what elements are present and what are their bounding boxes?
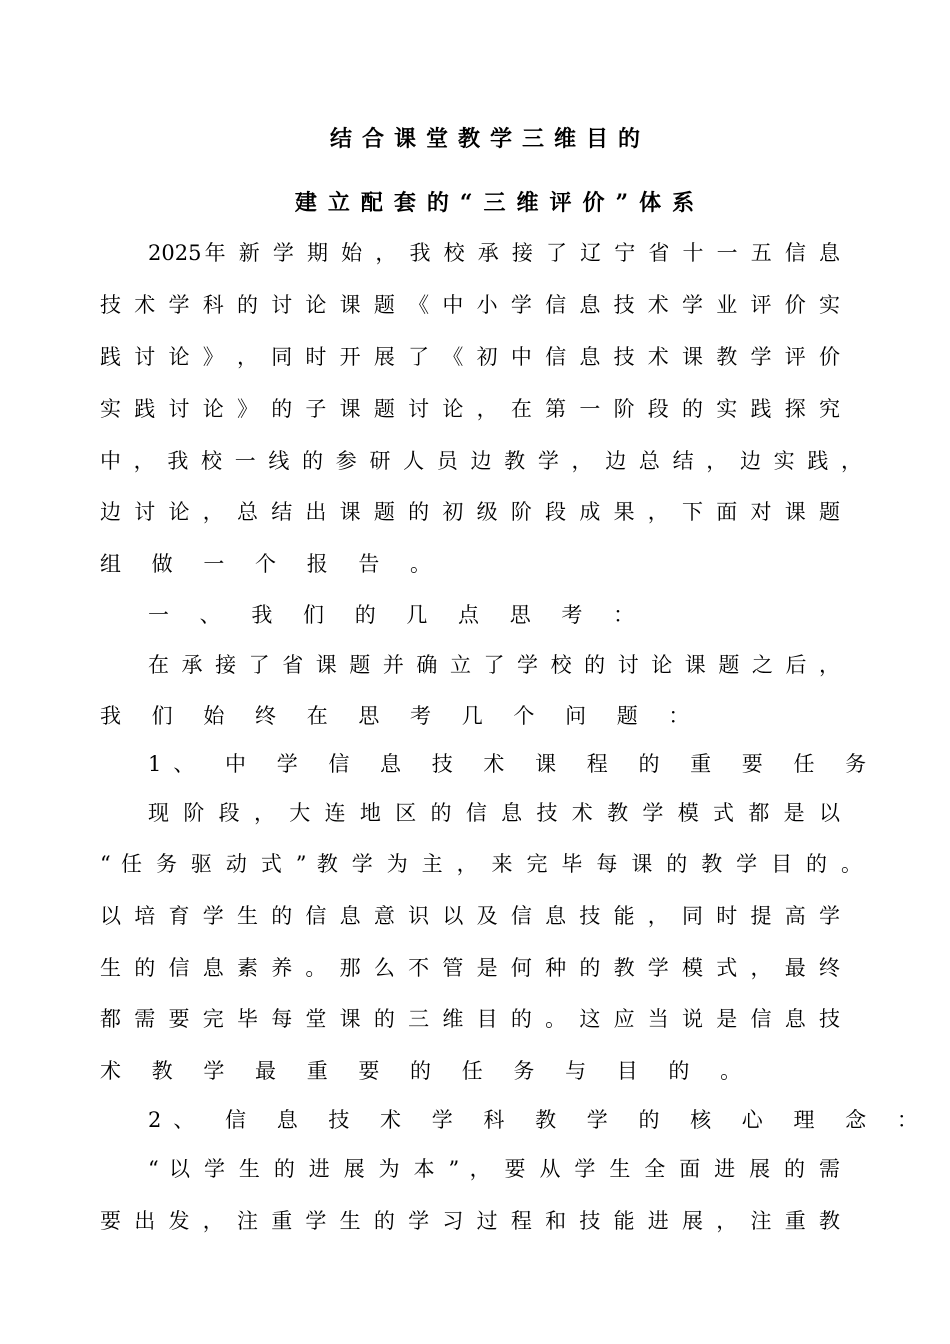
paragraph-line: 都 需 要 完 毕 每 堂 课 的 三 维 目 的 。 这 应 当 说 是 信 息 技: [100, 1007, 840, 1031]
paragraph-line: 在 承 接 了 省 课 题 并 确 立 了 学 校 的 讨 论 课 题 之 后 ，: [148, 653, 840, 677]
paragraph-line: “ 以 学 生 的 进 展 为 本 ” ， 要 从 学 生 全 面 进 展 的 需: [148, 1157, 840, 1181]
paragraph-line: 技 术 学 科 的 讨 论 课 题 《 中 小 学 信 息 技 术 学 业 评 价 实: [100, 293, 840, 317]
paragraph-line: 以 培 育 学 生 的 信 息 意 识 以 及 信 息 技 能 ， 同 时 提 高 学: [100, 904, 840, 928]
paragraph-line: 边 讨 论 ， 总 结 出 课 题 的 初 级 阶 段 成 果 ， 下 面 对 课 题: [100, 500, 840, 524]
paragraph-line: 生 的 信 息 素 养 。 那 么 不 管 是 何 种 的 教 学 模 式 ， 最 终: [100, 956, 840, 980]
section-heading: 一 、 我 们 的 几 点 思 考 ：: [148, 603, 647, 627]
document-title-line-1: 结合课堂教学三维目的: [329, 126, 650, 152]
paragraph-line: 要 出 发 ， 注 重 学 生 的 学 习 过 程 和 技 能 进 展 ， 注 重 教: [100, 1209, 840, 1233]
paragraph-line: 术 教 学 最 重 要 的 任 务 与 目 的 。: [100, 1059, 754, 1083]
subsection-heading: 1、 中 学 信 息 技 术 课 程 的 重 要 任 务: [148, 752, 879, 776]
paragraph-line: 我 们 始 终 在 思 考 几 个 问 题 ：: [100, 704, 702, 728]
paragraph-line: 践 讨 论 》 ， 同 时 开 展 了 《 初 中 信 息 技 术 课 教 学 评 价: [100, 345, 840, 369]
paragraph-line: 组 做 一 个 报 告 。: [100, 552, 444, 576]
subsection-heading: 2、 信 息 技 术 学 科 教 学 的 核 心 理 念 ：: [148, 1108, 930, 1132]
paragraph-line: 实 践 讨 论 》 的 子 课 题 讨 论 ， 在 第 一 阶 段 的 实 践 探 究: [100, 397, 840, 421]
paragraph-line: 现 阶 段 ， 大 连 地 区 的 信 息 技 术 教 学 模 式 都 是 以: [148, 801, 840, 825]
paragraph-line: “ 任 务 驱 动 式 ” 教 学 为 主 ， 来 完 毕 每 课 的 教 学 目 的 。: [100, 852, 862, 876]
document-title-line-2: 建立配套的“三维评价”体系: [294, 190, 706, 216]
paragraph-line: 2025年 新 学 期 始 ， 我 校 承 接 了 辽 宁 省 十 一 五 信 息: [148, 241, 840, 265]
paragraph-line: 中 ， 我 校 一 线 的 参 研 人 员 边 教 学 ， 边 总 结 ， 边 实 践 ，: [100, 449, 862, 473]
